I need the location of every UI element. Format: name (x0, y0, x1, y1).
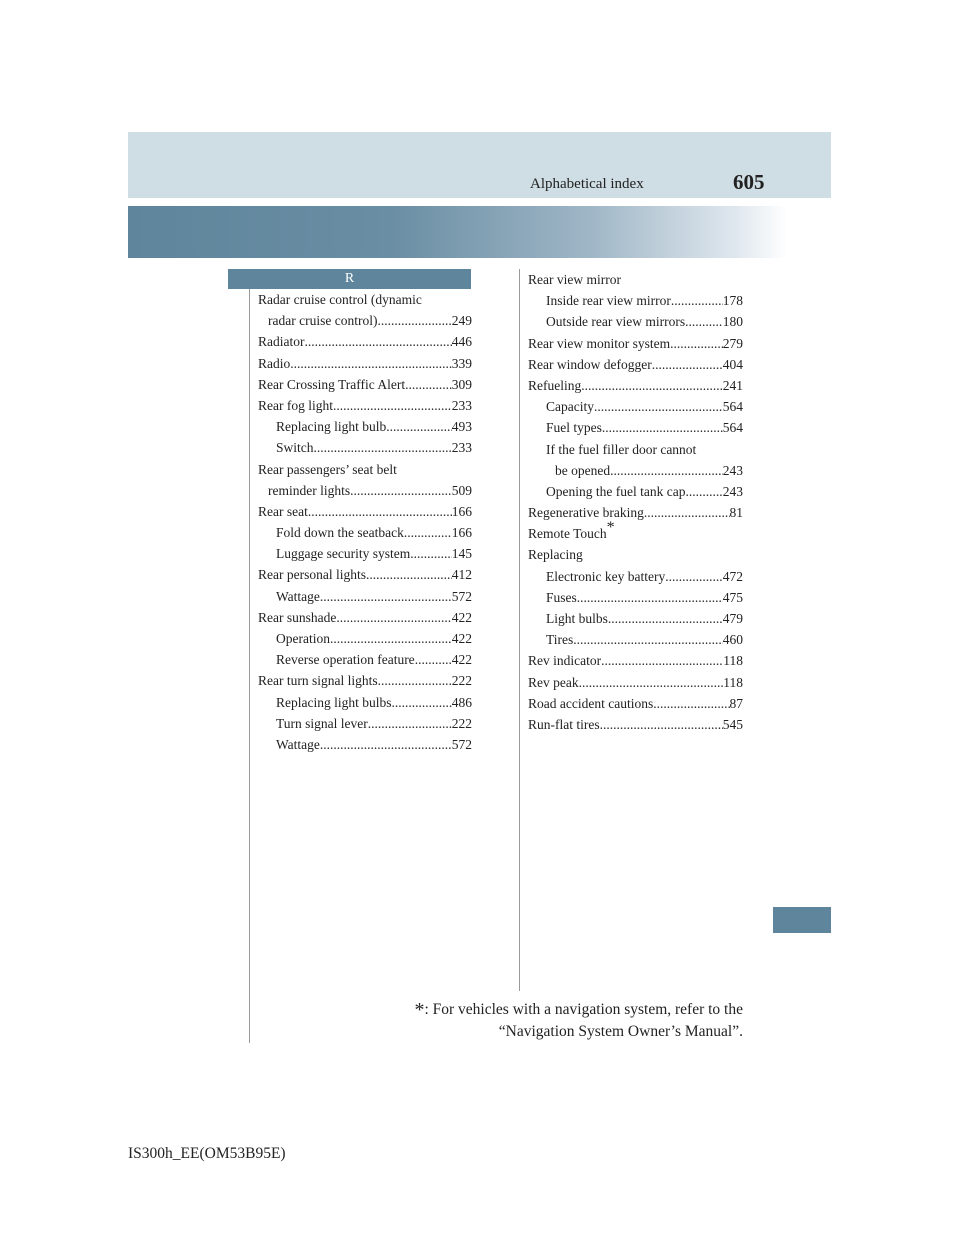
index-entry-page: 572 (451, 736, 472, 752)
leader-dots (320, 734, 452, 755)
leader-dots (366, 564, 452, 585)
index-entry-page: 233 (451, 440, 472, 456)
index-entry-page: 422 (451, 631, 472, 646)
index-entry (528, 566, 743, 587)
leader-dots (685, 311, 723, 332)
index-entry-name: Replacing (528, 547, 583, 563)
leader-dots (404, 522, 452, 543)
index-entry (258, 395, 472, 416)
leader-dots (601, 650, 723, 671)
leader-dots (610, 460, 723, 481)
index-entry (258, 734, 472, 755)
index-entry-name: Fuel types (546, 420, 602, 436)
index-entry (258, 628, 472, 649)
index-entry (528, 672, 743, 693)
index-entry-name: be opened (555, 462, 611, 478)
index-entry (258, 692, 472, 713)
index-entry (528, 587, 743, 608)
leader-dots (594, 396, 723, 417)
index-entry-name: reminder lights (268, 482, 351, 498)
index-entry (528, 375, 743, 396)
index-entry (258, 416, 472, 437)
index-entry-page: 81 (729, 505, 743, 521)
index-entry (258, 522, 472, 543)
leader-dots (602, 417, 723, 438)
index-entry (528, 481, 743, 502)
index-entry-page: 243 (722, 483, 743, 499)
leader-dots (644, 502, 730, 523)
index-entry-page: 486 (451, 694, 472, 710)
index-entry-page: 145 (451, 546, 472, 562)
index-entry-name: Road accident cautions (528, 695, 654, 711)
index-entry-page: 564 (722, 399, 743, 415)
leader-dots (314, 437, 452, 458)
leader-dots (415, 649, 452, 670)
index-entry-name: Rear fog light (258, 397, 333, 413)
index-entry-name: Fold down the seatback (276, 525, 404, 541)
leader-dots (392, 692, 452, 713)
index-entry (258, 374, 472, 395)
index-entry-page: 493 (451, 419, 472, 435)
leader-dots (320, 586, 452, 607)
section-letter-heading: R (228, 269, 471, 289)
index-entry-name: Switch (276, 440, 314, 456)
index-entry-name: Rear view mirror (528, 272, 621, 287)
index-entry-page: 166 (451, 525, 472, 541)
index-entry (258, 649, 472, 670)
leader-dots (308, 501, 452, 522)
index-entry-page: 222 (451, 715, 472, 731)
index-entry-page: 233 (451, 397, 472, 413)
index-entry-name: Replacing light bulb (276, 419, 387, 435)
index-entry-name: Radio (258, 355, 291, 371)
index-entry-page: 545 (722, 716, 743, 732)
leader-dots (378, 670, 452, 691)
leader-dots (579, 672, 724, 693)
index-entry-name: Light bulbs (546, 611, 608, 626)
index-entry-name: Wattage (276, 736, 320, 752)
footnote-line-1: : For vehicles with a navigation system, refer to the (424, 1001, 743, 1018)
leader-dots (405, 374, 452, 395)
index-entry-page: 178 (722, 293, 743, 309)
index-entry-page: 475 (722, 589, 743, 605)
index-entry-page: 572 (451, 588, 472, 604)
footnote-line-2: “Navigation System Owner’s Manual”. (498, 1023, 743, 1040)
index-entry (528, 311, 743, 332)
index-entry-name: Inside rear view mirror (546, 293, 671, 309)
index-entry-page: 446 (451, 334, 472, 350)
leader-dots (336, 607, 451, 628)
index-entry (258, 670, 472, 691)
page-number: 605 (733, 170, 765, 194)
leader-dots (652, 354, 723, 375)
index-entry (258, 289, 472, 310)
leader-dots (685, 481, 722, 502)
index-entry (528, 714, 743, 735)
leader-dots (330, 628, 452, 649)
index-entry (528, 650, 743, 671)
chapter-side-tab (773, 907, 831, 933)
index-entry-page: 166 (451, 503, 472, 519)
index-entry-page: 509 (451, 482, 472, 498)
index-entry-name: Radar cruise control (dynamic (258, 292, 422, 307)
leader-dots (290, 353, 452, 374)
index-entry (528, 396, 743, 417)
leader-dots (333, 395, 452, 416)
index-entry-name: Rev peak (528, 674, 579, 690)
index-entry (528, 354, 743, 375)
index-entry (528, 269, 743, 290)
index-entry (258, 437, 472, 458)
leader-dots (305, 331, 452, 352)
index-entry-name: Rear passengers’ seat belt (258, 461, 397, 477)
index-entry-name: Rear Crossing Traffic Alert (258, 376, 406, 392)
index-entry (258, 543, 472, 564)
index-entry (258, 480, 472, 501)
index-entry-name: Tires (546, 632, 574, 648)
index-entry-name: Refueling (528, 377, 582, 393)
index-entry-page: 422 (451, 652, 472, 668)
index-entry (528, 502, 743, 523)
leader-dots (600, 714, 723, 735)
index-entry (258, 353, 472, 374)
index-entry-page: 422 (451, 609, 472, 625)
index-entry (258, 607, 472, 628)
leader-dots (665, 566, 723, 587)
index-entry (258, 501, 472, 522)
index-entry-page: 460 (722, 632, 743, 648)
index-entry (528, 544, 743, 565)
index-entry-page: 222 (451, 673, 472, 689)
leader-dots (671, 290, 723, 311)
index-entry-name: Operation (276, 631, 330, 646)
index-entry-page: 479 (722, 611, 743, 626)
column-divider-middle (519, 269, 520, 991)
index-entry-name: Fuses (546, 589, 577, 605)
leader-dots (386, 416, 452, 437)
footnote (380, 999, 743, 1043)
index-entry (528, 290, 743, 311)
leader-dots (608, 608, 723, 629)
index-column-left (258, 289, 472, 755)
leader-dots (410, 543, 452, 564)
index-entry (258, 713, 472, 734)
index-entry-name: Rear seat (258, 503, 308, 519)
index-entry (528, 608, 743, 629)
index-entry (528, 629, 743, 650)
index-entry-page: 339 (451, 355, 472, 371)
index-entry-name: Rev indicator (528, 653, 602, 669)
index-entry-page: 309 (451, 376, 472, 392)
index-entry-name: Luggage security system (276, 546, 411, 562)
index-entry-name: Remote Touch (528, 526, 607, 542)
index-column-right (528, 269, 743, 735)
index-entry-page: 180 (722, 314, 743, 330)
index-entry-page: 472 (722, 568, 743, 584)
document-code: IS300h_EE(OM53B95E) (128, 1145, 286, 1162)
header-bar (128, 132, 831, 198)
leader-dots (653, 693, 729, 714)
asterisk-marker: * (606, 519, 615, 537)
index-entry-name: Rear window defogger (528, 356, 652, 372)
leader-dots (377, 310, 451, 331)
leader-dots (573, 629, 722, 650)
index-entry-name: Rear turn signal lights (258, 673, 378, 689)
index-entry-page: 412 (451, 567, 472, 583)
leader-dots (368, 713, 452, 734)
index-entry-name: Reverse operation feature (276, 652, 415, 668)
footnote-asterisk: * (414, 999, 425, 1021)
index-entry-page: 564 (722, 420, 743, 436)
column-divider-left (249, 289, 250, 1043)
index-entry-name: Opening the fuel tank cap (546, 483, 686, 499)
index-entry-page: 118 (723, 674, 743, 690)
section-title: Alphabetical index (530, 176, 644, 192)
index-entry-name: Rear personal lights (258, 567, 366, 583)
index-entry (258, 331, 472, 352)
index-entry (258, 564, 472, 585)
index-entry-name: Run-flat tires (528, 716, 600, 732)
index-entry-page: 404 (722, 356, 743, 372)
leader-dots (670, 333, 723, 354)
index-entry-name: Outside rear view mirrors (546, 314, 686, 330)
index-entry-page: 243 (722, 462, 743, 478)
index-entry (528, 333, 743, 354)
index-entry-page: 118 (723, 653, 743, 669)
leader-dots (350, 480, 452, 501)
index-entry (528, 439, 743, 460)
index-entry-name: Electronic key battery (546, 568, 666, 584)
decorative-gradient-bar (128, 206, 788, 258)
index-entry (528, 417, 743, 438)
index-entry (258, 310, 472, 331)
index-entry-name: Regenerative braking (528, 505, 644, 521)
index-entry-name: Wattage (276, 588, 320, 604)
index-entry-name: Rear view monitor system (528, 335, 671, 351)
index-entry-name: Radiator (258, 334, 305, 350)
index-entry-page: 87 (729, 695, 743, 711)
index-entry-name: Rear sunshade (258, 609, 337, 625)
index-entry (528, 693, 743, 714)
index-entry-name: Replacing light bulbs (276, 694, 392, 710)
index-entry (258, 586, 472, 607)
index-entry-name: Capacity (546, 399, 594, 415)
index-entry-name: If the fuel filler door cannot (546, 441, 697, 457)
index-entry (528, 460, 743, 481)
index-entry-page: 249 (451, 313, 472, 329)
index-entry-name: Turn signal lever (276, 715, 368, 731)
index-entry (528, 519, 743, 544)
leader-dots (577, 587, 723, 608)
index-entry-name: radar cruise control) (268, 313, 378, 329)
leader-dots (581, 375, 723, 396)
index-entry (258, 459, 472, 480)
index-entry-page: 241 (722, 377, 743, 393)
index-entry-page: 279 (722, 335, 743, 351)
